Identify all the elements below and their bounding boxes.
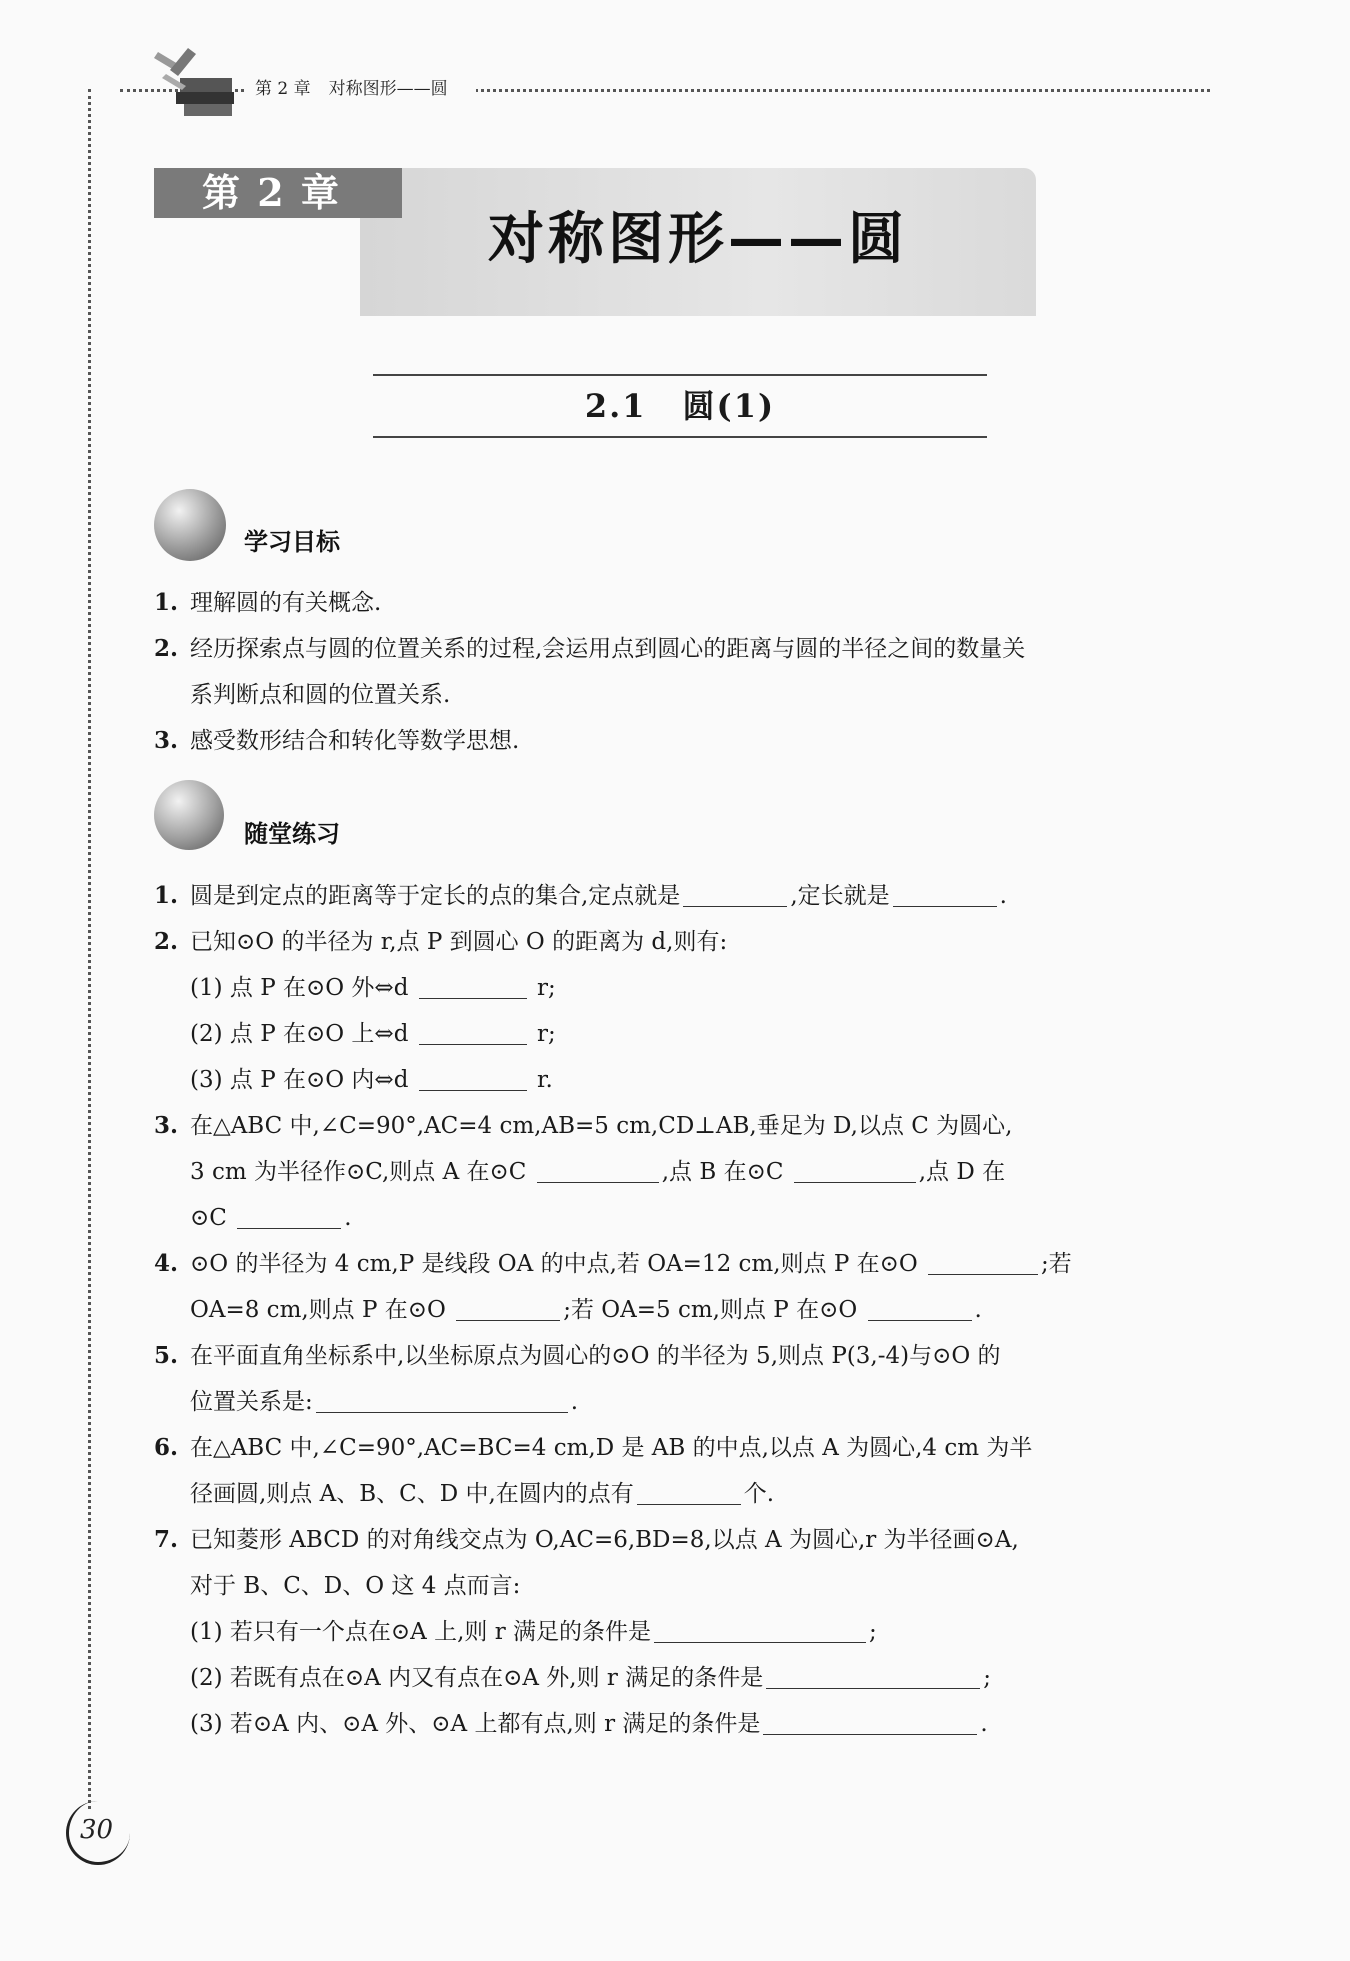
exercise-line: [154, 1103, 1214, 1149]
answer-blank[interactable]: [794, 1158, 916, 1183]
exercise-text: 位置关系是:: [190, 1389, 313, 1415]
answer-blank[interactable]: [893, 882, 997, 907]
exercise-line: [154, 1057, 1214, 1103]
exercise-number: 3.: [154, 1112, 179, 1139]
exercise-text: (2) 若既有点在⊙A 内又有点在⊙A 外,则 r 满足的条件是: [190, 1665, 764, 1691]
exercise-text: ;若: [1041, 1251, 1072, 1277]
exercise-line: [154, 1149, 1214, 1195]
exercise-text: 已知⊙O 的半径为 r,点 P 到圆心 O 的距离为 d,则有:: [190, 929, 728, 955]
section-title: [373, 381, 987, 431]
exercise-line: [154, 1517, 1214, 1563]
exercise-text: 在平面直角坐标系中,以坐标原点为圆心的⊙O 的半径为 5,则点 P(3,-4)与⊙O 的: [190, 1343, 1001, 1369]
exercise-line: [154, 1011, 1214, 1057]
exercise-line: [154, 1333, 1214, 1379]
answer-blank[interactable]: [928, 1250, 1038, 1275]
exercise-text: 径画圆,则点 A、B、C、D 中,在圆内的点有: [190, 1481, 634, 1507]
answer-blank[interactable]: [316, 1388, 568, 1413]
objective-line: [154, 718, 1214, 764]
exercise-text: .: [974, 1297, 982, 1323]
answer-blank[interactable]: [763, 1710, 977, 1735]
exercise-text: .: [999, 883, 1007, 909]
exercise-text: ,点 B 在⊙C: [661, 1159, 791, 1185]
exercise-text: ;: [869, 1619, 877, 1645]
answer-blank[interactable]: [456, 1296, 560, 1321]
exercise-text: 在△ABC 中,∠C=90°,AC=BC=4 cm,D 是 AB 的中点,以点 A 为圆心,4 cm 为半: [190, 1435, 1033, 1461]
chapter-tab: 第 2 章: [154, 168, 402, 218]
exercise-text: (2) 点 P 在⊙O 上⇔d: [190, 1021, 416, 1047]
answer-blank[interactable]: [868, 1296, 972, 1321]
exercise-line: [154, 919, 1214, 965]
objective-text: 感受数形结合和转化等数学思想.: [190, 728, 520, 754]
section-name: 圆(1): [682, 387, 776, 425]
exercise-number: 7.: [154, 1526, 179, 1553]
objectives-list: [154, 580, 1214, 764]
objective-line: [154, 672, 1214, 718]
answer-blank[interactable]: [419, 1066, 527, 1091]
exercise-line: [154, 1701, 1214, 1747]
answer-blank[interactable]: [637, 1480, 741, 1505]
exercise-text: 3 cm 为半径作⊙C,则点 A 在⊙C: [190, 1159, 534, 1185]
objective-number: 1.: [154, 589, 179, 616]
chapter-title: 对称图形——圆: [488, 207, 908, 272]
exercise-text: ⊙O 的半径为 4 cm,P 是线段 OA 的中点,若 OA=12 cm,则点 P 在⊙O: [190, 1251, 926, 1277]
objective-text: 经历探索点与圆的位置关系的过程,会运用点到圆心的距离与圆的半径之间的数量关: [190, 636, 1026, 662]
exercise-text: ;若 OA=5 cm,则点 P 在⊙O: [563, 1297, 865, 1323]
exercise-line: [154, 1195, 1214, 1241]
answer-blank[interactable]: [419, 1020, 527, 1045]
exercise-text: ;: [983, 1665, 991, 1691]
books-icon: [148, 44, 248, 124]
header-title: 对称图形——圆: [328, 79, 448, 99]
exercise-text: r.: [529, 1067, 553, 1093]
exercise-text: r;: [529, 1021, 556, 1047]
answer-blank[interactable]: [654, 1618, 866, 1643]
exercise-line: [154, 1379, 1214, 1425]
page-margin-dotted-line: [88, 89, 91, 1809]
exercise-text: .: [344, 1205, 352, 1231]
answer-blank[interactable]: [237, 1204, 341, 1229]
exercise-text: ,点 D 在: [918, 1159, 1006, 1185]
section-rule-top: [373, 374, 987, 376]
exercise-text: (1) 若只有一个点在⊙A 上,则 r 满足的条件是: [190, 1619, 652, 1645]
exercise-text: .: [980, 1711, 988, 1737]
exercise-line: [154, 1287, 1214, 1333]
exercise-line: [154, 1471, 1214, 1517]
answer-blank[interactable]: [766, 1664, 980, 1689]
exercise-number: 4.: [154, 1250, 179, 1277]
exercise-text: .: [570, 1389, 579, 1415]
exercise-text: ⊙C: [190, 1205, 235, 1231]
exercise-number: 5.: [154, 1342, 179, 1369]
answer-blank[interactable]: [537, 1158, 659, 1183]
exercise-text: 个.: [743, 1481, 775, 1507]
exercise-number: 2.: [154, 928, 179, 955]
exercise-text: (3) 若⊙A 内、⊙A 外、⊙A 上都有点,则 r 满足的条件是: [190, 1711, 761, 1737]
exercise-text: OA=8 cm,则点 P 在⊙O: [190, 1297, 454, 1323]
exercise-number: 1.: [154, 882, 179, 909]
exercise-text: r;: [529, 975, 556, 1001]
answer-blank[interactable]: [683, 882, 787, 907]
globe-icon: [154, 489, 226, 561]
exercise-text: 对于 B、C、D、O 这 4 点而言:: [190, 1573, 521, 1599]
exercise-text: (1) 点 P 在⊙O 外⇔d: [190, 975, 416, 1001]
exercise-text: ,定长就是: [790, 883, 890, 909]
exercise-line: [154, 965, 1214, 1011]
objective-line: [154, 626, 1214, 672]
objective-number: 3.: [154, 727, 179, 754]
objective-text: 系判断点和圆的位置关系.: [190, 682, 451, 708]
exercise-text: 已知菱形 ABCD 的对角线交点为 O,AC=6,BD=8,以点 A 为圆心,r 为半径画⊙A,: [190, 1527, 1019, 1553]
page-number: 30: [80, 1815, 114, 1845]
running-header: [245, 74, 476, 99]
exercise-line: [154, 1655, 1214, 1701]
practice-heading: 随堂练习: [244, 820, 340, 848]
exercise-line: [154, 1425, 1214, 1471]
exercise-text: 圆是到定点的距离等于定长的点的集合,定点就是: [190, 883, 681, 909]
exercise-line: [154, 873, 1214, 919]
section-number: 2.1: [584, 387, 647, 425]
section-rule-bottom: [373, 436, 987, 438]
practice-list: [154, 873, 1214, 1747]
objective-number: 2.: [154, 635, 179, 662]
objective-text: 理解圆的有关概念.: [190, 590, 382, 616]
objective-line: [154, 580, 1214, 626]
globe-grid-icon: [154, 780, 224, 850]
exercise-line: [154, 1609, 1214, 1655]
exercise-number: 6.: [154, 1434, 179, 1461]
exercise-text: 在△ABC 中,∠C=90°,AC=4 cm,AB=5 cm,CD⊥AB,垂足为 D,以点 C 为圆心,: [190, 1113, 1013, 1139]
exercise-line: [154, 1241, 1214, 1287]
objectives-heading: 学习目标: [244, 528, 340, 556]
exercise-text: (3) 点 P 在⊙O 内⇔d: [190, 1067, 416, 1093]
exercise-line: [154, 1563, 1214, 1609]
answer-blank[interactable]: [419, 974, 527, 999]
header-chapter: 第 2 章: [255, 79, 311, 99]
